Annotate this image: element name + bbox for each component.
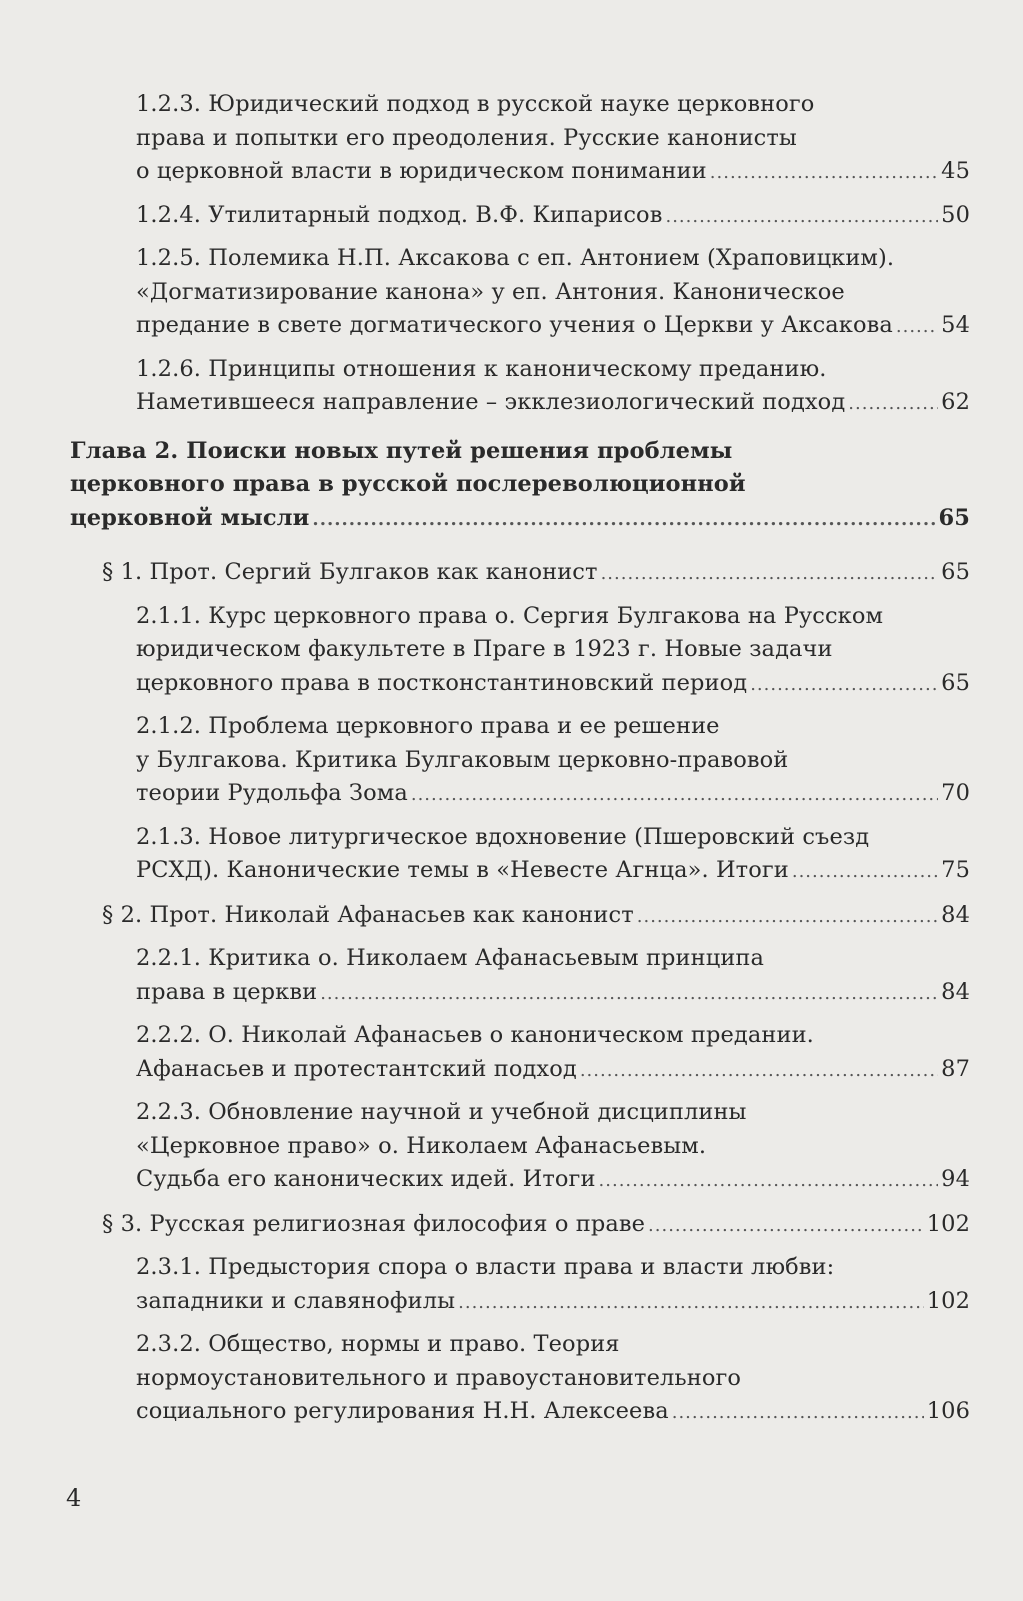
toc-page-number: 70 (941, 780, 970, 806)
toc-entry-text: § 1. Прот. Сергий Булгаков как канонист (102, 559, 598, 585)
toc-subsection-entry (70, 242, 970, 344)
toc-entry-final-line (136, 1285, 970, 1320)
toc-subsection-entry (70, 942, 970, 1010)
toc-entry-line: 1.2.5. Полемика Н.П. Аксакова с еп. Антонием (Храповицким). (136, 245, 895, 271)
dot-leader (599, 1164, 939, 1198)
toc-chapter-entry (70, 435, 970, 537)
toc-entry-line: 2.1.3. Новое литургическое вдохновение (Пшеровский съезд (136, 823, 870, 850)
toc-entry-text: права в церкви (136, 978, 318, 1005)
toc-entry-line: юридическом факультете в Праге в 1923 г. Новые задачи (136, 636, 833, 662)
toc-subsection-entry (70, 1096, 970, 1198)
toc-entry-text: § 3. Русская религиозная философия о праве (102, 1210, 646, 1237)
toc-entry-final-line (102, 899, 970, 934)
toc-page-number: 102 (926, 1287, 970, 1314)
toc-subsection-entry (70, 88, 970, 190)
toc-page-number: 54 (941, 312, 970, 338)
toc-entry-text: социального регулирования Н.Н. Алексеева (136, 1398, 669, 1424)
toc-page-number: 50 (941, 201, 970, 228)
toc-subsection-entry (70, 1251, 970, 1319)
toc-entry-final-line (136, 1395, 970, 1430)
toc-entry-line: «Церковное право» о. Николаем Афанасьевым. (136, 1132, 707, 1159)
toc-entry-text: Афанасьев и протестантский подход (136, 1055, 577, 1082)
toc-entry-final-line (136, 199, 970, 234)
toc-subsection-entry (70, 821, 970, 889)
toc-subsection-entry (70, 199, 970, 234)
toc-entry-final-line (136, 1053, 970, 1088)
toc-entry-final-line (70, 502, 970, 537)
toc-entry-text: церковного права в постконстантиновский период (136, 669, 748, 696)
toc-entry-final-line (136, 667, 970, 702)
toc-page-number: 94 (941, 1166, 970, 1192)
dot-leader (848, 387, 938, 421)
table-of-contents (70, 88, 970, 1439)
toc-subsection-entry (70, 710, 970, 812)
toc-page-number: 87 (941, 1055, 970, 1082)
dot-leader (672, 1396, 924, 1430)
toc-entry-line: 2.2.2. О. Николай Афанасьев о каноническом предании. (136, 1022, 814, 1048)
dot-leader (710, 156, 938, 190)
toc-subsection-entry (70, 1019, 970, 1087)
toc-subsection-entry (70, 1328, 970, 1430)
dot-leader (648, 1209, 924, 1243)
dot-leader (458, 1286, 924, 1320)
dot-leader (792, 855, 938, 889)
toc-section-entry (70, 1208, 970, 1243)
toc-entry-line: 2.1.1. Курс церковного права о. Сергия Булгакова на Русском (136, 602, 884, 629)
dot-leader (665, 200, 938, 234)
toc-page-number: 102 (926, 1210, 970, 1237)
toc-entry-line: 1.2.6. Принципы отношения к каноническому преданию. (136, 355, 827, 382)
toc-entry-line: церковного права в русской послереволюционной (70, 471, 746, 497)
toc-entry-text: Судьба его канонических идей. Итоги (136, 1166, 596, 1192)
toc-entry-line: 2.3.2. Общество, нормы и право. Теория (136, 1331, 620, 1357)
toc-entry-line: 2.2.1. Критика о. Николаем Афанасьевым принципа (136, 945, 765, 971)
toc-entry-final-line (136, 1163, 970, 1198)
toc-page-number: 62 (941, 389, 970, 415)
toc-entry-line: 2.2.3. Обновление научной и учебной дисциплины (136, 1099, 747, 1125)
dot-leader (580, 1054, 938, 1088)
toc-entry-text: РСХД). Канонические темы в «Невесте Агнца». Итоги (136, 857, 789, 883)
dot-leader (312, 503, 935, 537)
toc-entry-final-line (102, 1208, 970, 1243)
toc-page-number: 75 (941, 857, 970, 883)
toc-entry-line: «Догматизирование канона» у еп. Антония. Каноническое (136, 278, 845, 305)
toc-entry-final-line (136, 386, 970, 421)
toc-entry-final-line (136, 309, 970, 344)
toc-page-number: 84 (941, 978, 970, 1005)
toc-page-number: 45 (941, 158, 970, 184)
dot-leader (896, 310, 938, 344)
toc-entry-final-line (136, 976, 970, 1011)
toc-entry-line: права и попытки его преодоления. Русские канонисты (136, 124, 797, 151)
toc-entry-line: 1.2.3. Юридический подход в русской науке церковного (136, 91, 815, 117)
toc-page-number: 106 (926, 1398, 970, 1424)
toc-entry-line: у Булгакова. Критика Булгаковым церковно-правовой (136, 746, 789, 773)
toc-entry-final-line (136, 155, 970, 190)
dot-leader (320, 977, 938, 1011)
toc-entry-text: западники и славянофилы (136, 1287, 456, 1314)
dot-leader (601, 557, 939, 591)
toc-page-number: 84 (941, 901, 970, 928)
toc-entry-text: предание в свете догматического учения о Церкви у Аксакова (136, 312, 893, 338)
toc-entry-final-line (102, 556, 970, 591)
dot-leader (411, 778, 938, 812)
toc-section-entry (70, 899, 970, 934)
toc-entry-text: церковной мысли (70, 504, 310, 531)
page-number: 4 (66, 1484, 82, 1512)
toc-entry-text: о церковной власти в юридическом понимании (136, 158, 707, 184)
dot-leader (637, 900, 938, 934)
toc-page-number: 65 (941, 669, 970, 696)
toc-entry-line: нормоустановительного и правоустановительного (136, 1364, 742, 1391)
toc-entry-final-line (136, 777, 970, 812)
toc-page-number: 65 (941, 559, 970, 585)
toc-page-number: 65 (938, 504, 970, 531)
toc-entry-line: 2.1.2. Проблема церковного права и ее решение (136, 713, 720, 739)
toc-entry-line: Глава 2. Поиски новых путей решения проблемы (70, 437, 733, 464)
toc-entry-text: 1.2.4. Утилитарный подход. В.Ф. Кипарисов (136, 201, 663, 228)
toc-section-entry (70, 556, 970, 591)
dot-leader (750, 668, 938, 702)
toc-entry-text: теории Рудольфа Зома (136, 780, 408, 806)
toc-subsection-entry (70, 353, 970, 421)
toc-entry-text: § 2. Прот. Николай Афанасьев как канонист (102, 901, 634, 928)
toc-entry-final-line (136, 854, 970, 889)
toc-subsection-entry (70, 600, 970, 702)
toc-entry-line: 2.3.1. Предыстория спора о власти права и власти любви: (136, 1254, 835, 1280)
toc-entry-text: Наметившееся направление – экклезиологический подход (136, 389, 846, 415)
